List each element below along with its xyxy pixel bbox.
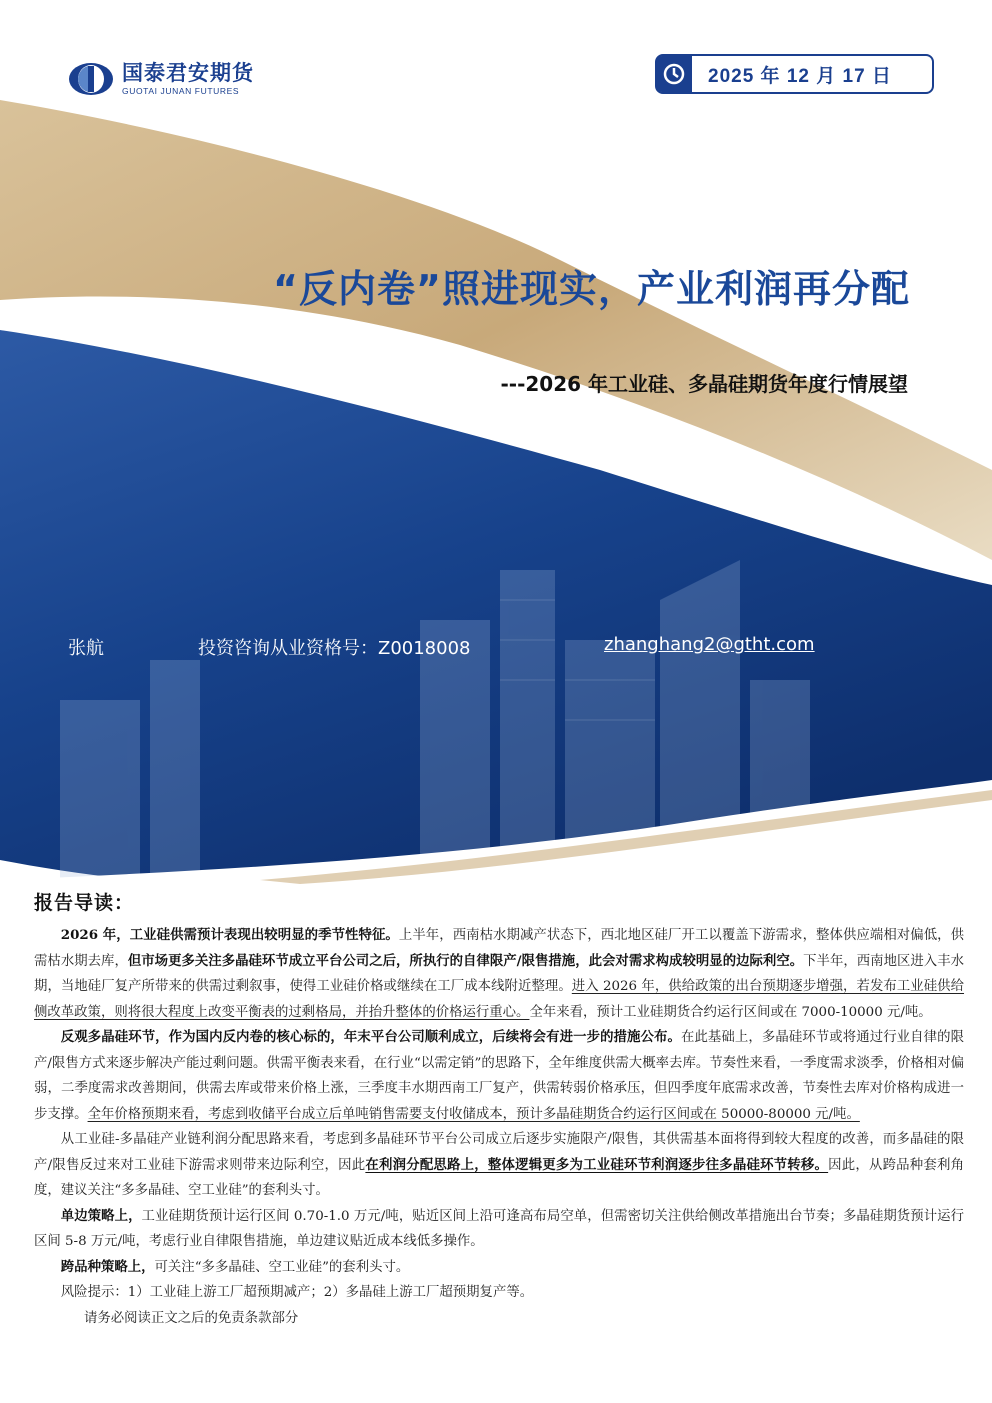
report-date: 2025 年 12 月 17 日 xyxy=(708,65,892,87)
guide-paragraph-3 xyxy=(34,1127,964,1204)
text-run: 跨品种策略上， xyxy=(60,1258,155,1275)
text-run: 单边策略上， xyxy=(60,1207,142,1224)
guide-paragraph-1 xyxy=(34,923,964,1025)
report-subtitle: ---2026 年工业硅、多晶硅期货年度行情展望 xyxy=(500,372,908,396)
text-run: 从工业硅-多晶硅产业链利润分配思路来看，考虑到多晶硅环节平台公司成立后逐步实施限产/限售，其供需基本面将得到较大程度的改善，而多晶硅的限产/限售反过来对工业硅下游需求则带来边际利空，因此 xyxy=(34,1132,964,1173)
text-run: 下半年，西南地区进入丰水期，当地硅厂复产所带来的供需过剩叙事，使得工业硅价格或继续在工厂成本线附近整理。 xyxy=(34,953,965,994)
text-run: 因此，从跨品种套利角度，建议关注“多多晶硅、空工业硅”的套利头寸。 xyxy=(34,1157,965,1198)
text-run: 2026 年，工业硅供需预计表现出较明显的季节性特征。 xyxy=(60,927,399,943)
disclaimer-note: 请务必阅读正文之后的免责条款部分 xyxy=(84,1310,299,1326)
text-run: 可关注“多多晶硅、空工业硅”的套利头寸。 xyxy=(154,1259,410,1275)
brand-logo xyxy=(68,62,254,96)
brand-name-en: GUOTAI JUNAN FUTURES xyxy=(122,86,240,96)
clock-icon xyxy=(656,56,692,92)
guide-paragraph-2 xyxy=(34,1025,964,1127)
guide-paragraph-5 xyxy=(34,1255,964,1281)
brand-logo-icon xyxy=(68,62,114,96)
author-name: 张航 xyxy=(68,638,104,659)
risk-warning: 风险提示：1）工业硅上游工厂超预期减产；2）多晶硅上游工厂超预期复产等。 xyxy=(60,1285,534,1300)
text-run: 但市场更多关注多晶硅环节成立平台公司之后，所执行的自律限产/限售措施，此会对需求构成较明显的边际利空。 xyxy=(127,952,804,969)
text-run: 进入 2026 年，供给政策的出台预期逐步增强，若发布工业硅供给侧改革政策，则将很大程度上改变平衡表的过剩格局，并抬升整体的价格运行重心。 xyxy=(34,979,965,1020)
brand-name-cn: 国泰君安期货 xyxy=(122,61,254,85)
text-run: 在利润分配思路上，整体逻辑更多为工业硅环节利润逐步往多晶硅环节转移。 xyxy=(365,1156,829,1173)
text-run: 全年价格预期来看，考虑到收储平台成立后单吨销售需要支付收储成本，预计多晶硅期货合约运行区间或在 50000-80000 元/吨。 xyxy=(87,1106,860,1122)
text-run: 在此基础上，多晶硅环节或将通过行业自律的限产/限售方式来逐步解决产能过剩问题。供需平衡表来看，在行业“以需定销”的思路下，全年维度供需大概率去库。节奏性来看，一季度需求淡季，价格相对偏弱，二季度需求改善期间，供需去库或带来价格上涨，三季度丰水期西南工厂复产，供需转弱价格承压，但四季度年底需求改善，节奏性去库对价格构成进一步支撑。 xyxy=(34,1030,964,1122)
author-license: 投资咨询从业资格号：Z0018008 xyxy=(198,638,471,659)
text-run: 全年来看，预计工业硅期货合约运行区间或在 7000-10000 元/吨。 xyxy=(529,1004,932,1020)
text-run: 上半年，西南枯水期减产状态下，西北地区硅厂开工以覆盖下游需求，整体供应端相对偏低，供需枯水期去库， xyxy=(34,928,964,969)
text-run: 反观多晶硅环节，作为国内反内卷的核心标的，年末平台公司顺利成立，后续将会有进一步的措施公布。 xyxy=(60,1029,681,1045)
report-guide xyxy=(34,888,964,1331)
report-title: “反内卷”照进现实，产业利润再分配 xyxy=(273,267,910,311)
author-email-link[interactable]: zhanghang2@gtht.com xyxy=(604,634,815,655)
text-run: 工业硅期货预计运行区间 0.70-1.0 万元/吨，贴近区间上沿可逢高布局空单，但需密切关注供给侧改革措施出台节奏；多晶硅期货预计运行区间 5-8 万元/吨，考虑行业自律限售措施，单边建议贴近成本线低多操作。 xyxy=(34,1208,964,1249)
guide-paragraph-4 xyxy=(34,1204,964,1255)
guide-heading: 报告导读： xyxy=(34,892,135,914)
report-date-box xyxy=(655,54,934,94)
